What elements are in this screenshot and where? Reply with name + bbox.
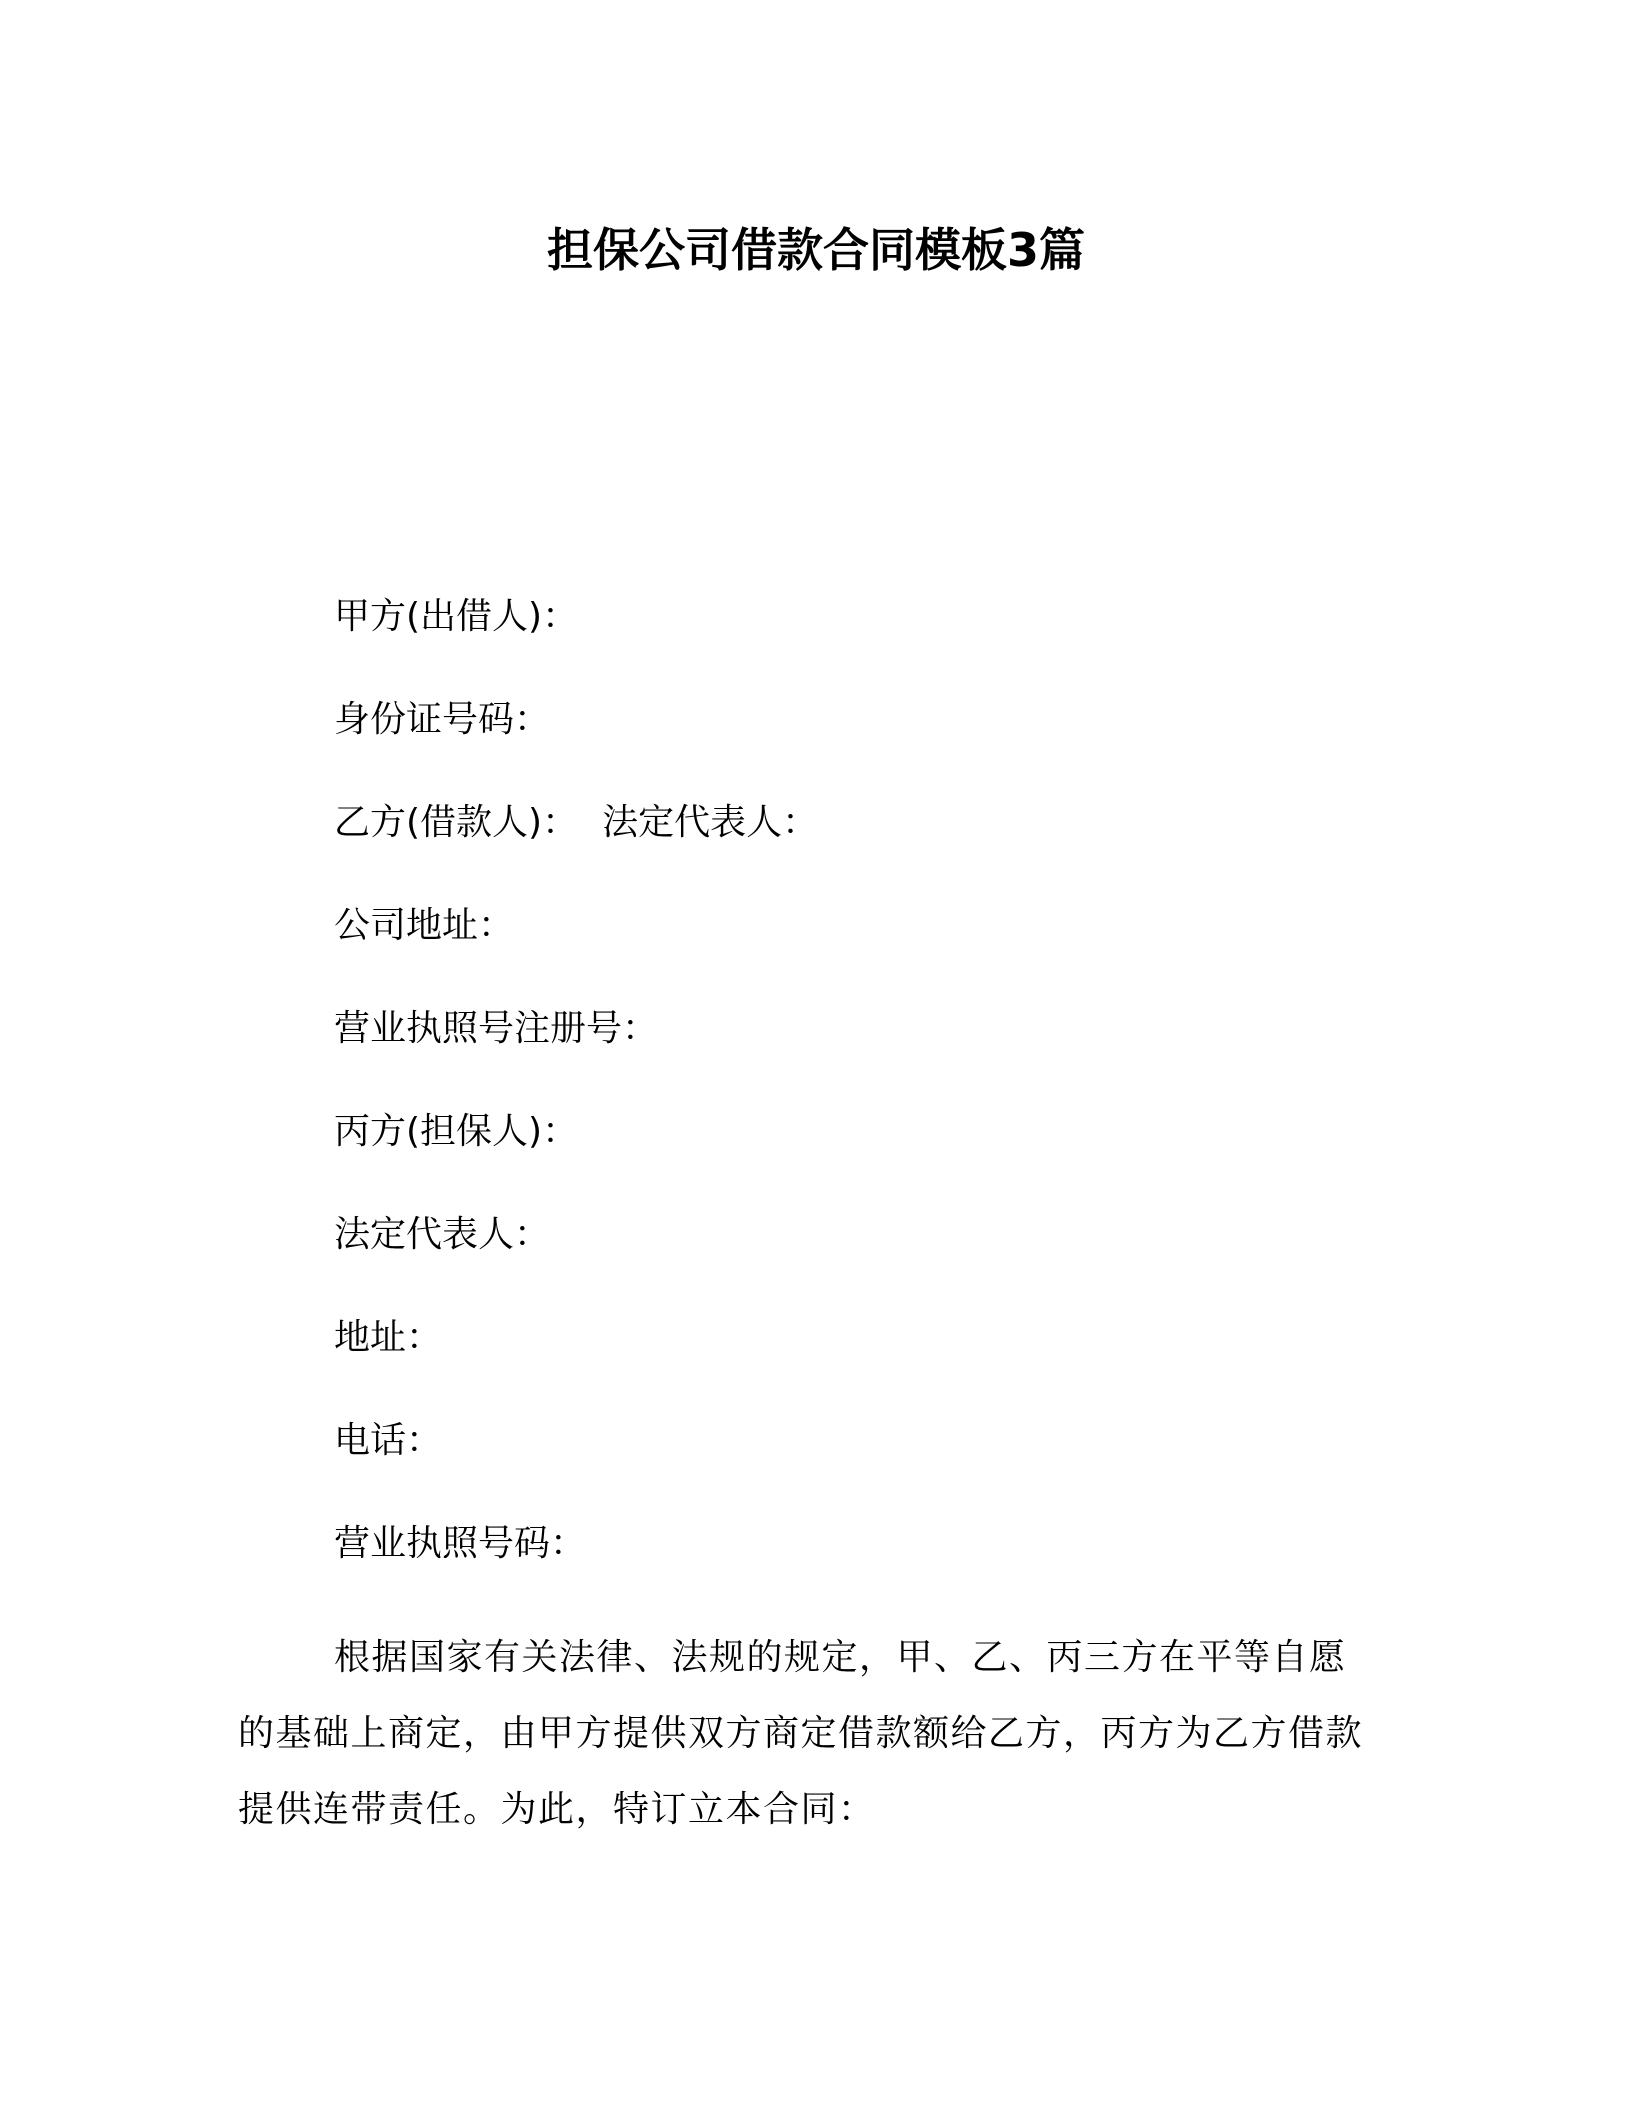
intro-paragraph: 根据国家有关法律、法规的规定，甲、乙、丙三方在平等自愿的基础上商定，由甲方提供双方商定借款额给乙方，丙方为乙方借款提供连带责任。为此，特订立本合同： bbox=[238, 1637, 1364, 1830]
field-company-address: 公司地址： bbox=[334, 905, 515, 946]
field-borrower-row bbox=[334, 798, 818, 848]
field-borrower-legal-rep: 法定代表人： bbox=[602, 802, 819, 843]
field-phone: 电话： bbox=[334, 1420, 443, 1461]
document-title: 担保公司借款合同模板3篇 bbox=[546, 223, 1085, 277]
field-business-license-registration: 营业执照号注册号： bbox=[334, 1008, 659, 1049]
field-lender: 甲方(出借人)： bbox=[334, 596, 579, 637]
field-id-number: 身份证号码： bbox=[334, 699, 551, 740]
field-guarantor-legal-rep: 法定代表人： bbox=[334, 1214, 551, 1255]
field-borrower: 乙方(借款人)： bbox=[334, 802, 579, 843]
field-guarantor: 丙方(担保人)： bbox=[334, 1111, 579, 1152]
field-business-license-number: 营业执照号码： bbox=[334, 1523, 587, 1564]
field-address: 地址： bbox=[334, 1317, 443, 1358]
